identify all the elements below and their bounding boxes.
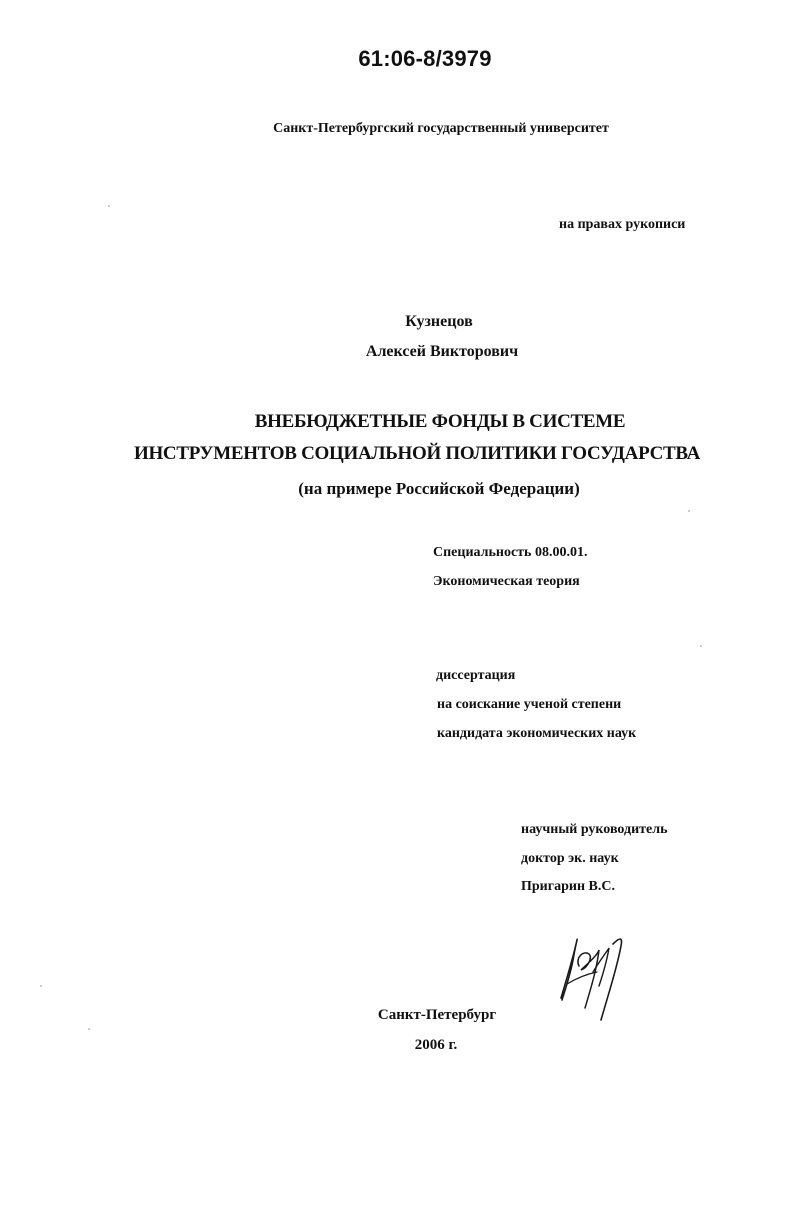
degree-line-1: диссертация — [436, 668, 516, 683]
handwritten-signature — [553, 928, 635, 1028]
supervisor-degree: доктор эк. наук — [521, 851, 619, 866]
scan-speck — [688, 510, 690, 512]
scan-speck — [88, 1028, 90, 1030]
dissertation-title-line-2: ИНСТРУМЕНТОВ СОЦИАЛЬНОЙ ПОЛИТИКИ ГОСУДАРСТВА — [133, 443, 701, 464]
author-given-names: Алексей Викторович — [365, 343, 519, 360]
university-name: Санкт-Петербургский государственный университет — [273, 121, 609, 136]
supervisor-role: научный руководитель — [521, 822, 668, 837]
dissertation-title-line-1: ВНЕБЮДЖЕТНЫЕ ФОНДЫ В СИСТЕМЕ — [254, 411, 626, 432]
author-surname: Кузнецов — [405, 313, 473, 330]
degree-line-3: кандидата экономических наук — [437, 726, 637, 741]
publication-city: Санкт-Петербург — [377, 1007, 497, 1023]
scan-speck — [40, 985, 42, 987]
specialty-name: Экономическая теория — [433, 574, 580, 589]
supervisor-name: Пригарин В.С. — [521, 879, 615, 894]
dissertation-subtitle: (на примере Российской Федерации) — [298, 479, 580, 498]
manuscript-rights-note: на правах рукописи — [559, 217, 686, 232]
specialty-code: Специальность 08.00.01. — [433, 545, 588, 560]
scan-speck — [108, 205, 110, 207]
publication-year: 2006 г. — [414, 1037, 458, 1053]
degree-line-2: на соискание ученой степени — [437, 697, 622, 712]
scan-speck — [700, 645, 702, 647]
catalog-number: 61:06-8/3979 — [358, 46, 492, 71]
